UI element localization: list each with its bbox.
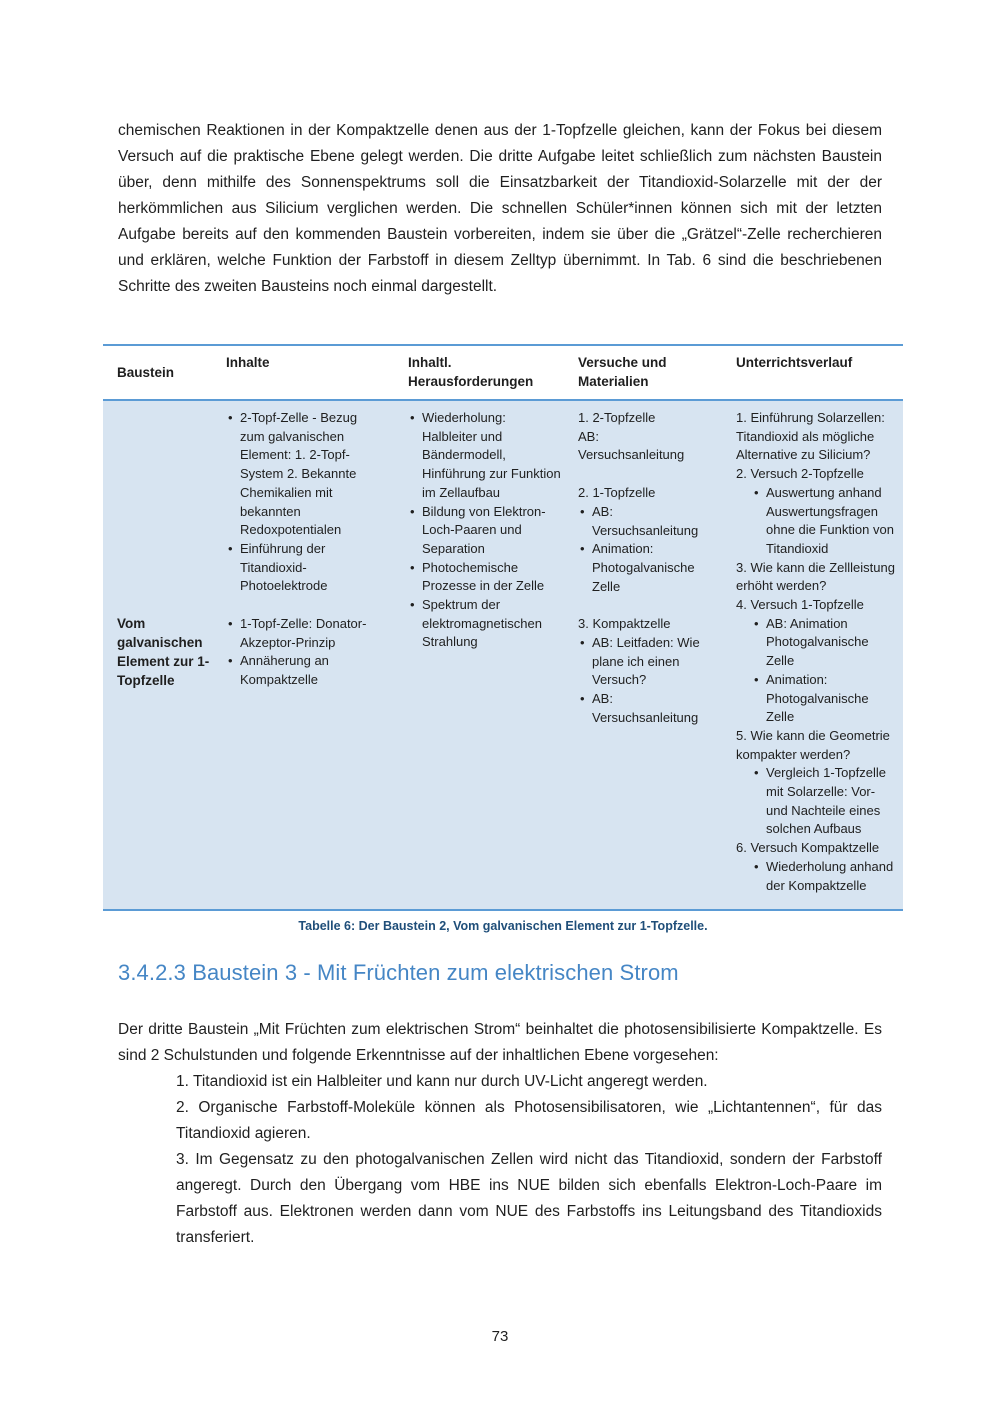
bullet-text: Wiederholung anhand der Kompaktzelle [766, 858, 894, 893]
bullet-text: Einführung der Titandioxid-Photoelektrode [240, 540, 328, 594]
bullet-text: Auswertung anhand Auswertungsfragen ohne die Funktion von Titandioxid [766, 484, 894, 556]
cell-bullet-item [408, 596, 564, 652]
cell-bullet-item [226, 409, 376, 540]
bullet-text: AB: Versuchsanleitung [592, 691, 699, 725]
cell-bullet-item [736, 764, 897, 839]
bullet-text: Bildung von Elektron-Loch-Paaren und Separation [422, 503, 546, 556]
table-header-herausforderungen: Inhaltl. Herausforderungen [408, 355, 534, 389]
cell-bullet-item [736, 671, 897, 727]
bullet-text: 2-Topf-Zelle - Bezug zum galvanischen Element: 1. 2-Topf-System 2. Bekannte Chemikalien mit bekannten Redoxpotentialen [240, 410, 358, 538]
bullet-text: AB: Animation Photogalvanische Zelle [766, 615, 869, 669]
bullet-text: Annäherung an Kompaktzelle [240, 653, 329, 688]
table-header-baustein: Baustein [117, 364, 175, 380]
cell-gap [226, 596, 376, 615]
bullet-icon: • [410, 410, 415, 425]
row-label: Vom galvanischen Element zur 1-Topfzelle [117, 616, 210, 689]
cell-bullet-item [226, 652, 376, 689]
bullet-text: Photochemische Prozesse in der Zelle [422, 559, 545, 594]
cell-gap [578, 596, 722, 615]
bullet-text: Spektrum der elektromagnetischen Strahlung [422, 597, 542, 650]
bullet-text: AB: Versuchsanleitung [592, 503, 699, 538]
cell-line: AB: [578, 428, 599, 444]
cell-bullet-item [408, 503, 564, 559]
numbered-list [118, 1069, 882, 1251]
cell-bullet-item [226, 615, 376, 652]
bullet-icon: • [754, 615, 759, 631]
bullet-icon: • [754, 484, 759, 500]
cell-bullet-item [578, 503, 722, 540]
cell-line: 1. 2-Topfzelle [578, 410, 656, 425]
bullet-icon: • [580, 541, 585, 557]
bullet-icon: • [228, 540, 233, 556]
bullet-icon: • [410, 559, 415, 575]
table-header-versuche: Versuche und Materialien [578, 355, 667, 389]
numbered-item: 3. Im Gegensatz zu den photogalvanischen Zellen wird nicht das Titandioxid, sondern der Farbstoff angeregt. Durch den Übergang vom HBE ins NUE bilden sich ebenfalls Elektron-Loch-Paare im Farbstoff aus. Elektronen werden dann vom NUE des Farbstoffs ins Leitungsband des Titandioxids transferiert. [176, 1151, 882, 1247]
section-heading: 3.4.2.3 Baustein 3 - Mit Früchten zum elektrischen Strom [118, 960, 679, 986]
bullet-icon: • [754, 858, 759, 874]
cell-line: 6. Versuch Kompaktzelle [736, 840, 880, 856]
bullet-icon: • [754, 671, 759, 687]
cell-gap [578, 465, 722, 484]
second-paragraph: Der dritte Baustein „Mit Früchten zum elektrischen Strom“ beinhaltet die photosensibilisierte Kompaktzelle. Es sind 2 Schulstunden und folgende Erkenntnisse auf der inhaltlichen Ebene vorgesehen: [118, 1021, 882, 1065]
table-cell-versuche [570, 401, 728, 909]
cell-line: 2. 1-Topfzelle [578, 485, 656, 501]
bullet-icon: • [580, 635, 585, 651]
cell-line: 1. Einführung Solarzellen: Titandioxid als mögliche Alternative zu Silicium? [736, 410, 885, 463]
cell-bullet-item [736, 615, 897, 671]
baustein-table [103, 344, 903, 911]
table-cell-inhalte [218, 401, 400, 909]
cell-line: 4. Versuch 1-Topfzelle [736, 597, 864, 613]
page-content [117, 118, 895, 1251]
bullet-text: Wiederholung: Halbleiter und Bändermodell, Hinführung zur Funktion im Zellaufbau [422, 410, 561, 500]
bullet-icon: • [410, 503, 415, 519]
cell-bullet-item [578, 540, 722, 596]
bullet-text: Animation: Photogalvanische Zelle [592, 541, 695, 594]
bullet-icon: • [754, 765, 759, 781]
cell-bullet-item [578, 690, 722, 727]
table-header-inhalte: Inhalte [226, 355, 270, 370]
cell-line: 3. Wie kann die Zellleistung erhöht werden? [736, 559, 895, 594]
table-cell-unterrichtsverlauf [728, 401, 903, 909]
bullet-text: 1-Topf-Zelle: Donator-Akzeptor-Prinzip [240, 616, 367, 650]
table-body-row [103, 401, 903, 911]
bullet-icon: • [228, 410, 233, 425]
bullet-text: AB: Leitfaden: Wie plane ich einen Versuch? [592, 635, 700, 688]
bullet-icon: • [228, 653, 233, 669]
cell-line: 5. Wie kann die Geometrie kompakter werden? [736, 727, 890, 762]
table-header-unterrichtsverlauf: Unterrichtsverlauf [736, 355, 853, 370]
cell-bullet-item [736, 858, 897, 895]
numbered-item: 2. Organische Farbstoff-Moleküle können als Photosensibilisatoren, wie „Lichtantennen“, für das Titandioxid agieren. [176, 1099, 882, 1143]
table-cell-baustein [103, 401, 218, 909]
cell-line: 3. Kompaktzelle [578, 616, 671, 632]
cell-bullet-item [736, 484, 897, 559]
bullet-icon: • [580, 691, 585, 707]
cell-bullet-item [408, 409, 564, 503]
cell-bullet-item [226, 540, 376, 596]
page-number: 73 [491, 1328, 509, 1345]
cell-line: Versuchsanleitung [578, 447, 685, 463]
bullet-text: Vergleich 1-Topfzelle mit Solarzelle: Vor- und Nachteile eines solchen Aufbaus [766, 765, 886, 837]
bullet-icon: • [228, 616, 233, 632]
table-cell-herausforderungen [400, 401, 570, 909]
cell-bullet-item [408, 559, 564, 596]
table-caption: Tabelle 6: Der Baustein 2, Vom galvanischen Element zur 1-Topfzelle. [298, 919, 708, 934]
intro-paragraph: chemischen Reaktionen in der Kompaktzelle denen aus der 1-Topfzelle gleichen, kann der Fokus bei diesem Versuch auf die praktische Ebene gelegt werden. Die dritte Aufgabe leitet schließlich zum nächsten Baustein über, denn mithilfe des Sonnenspektrums soll die Einsatzbarkeit der Titandioxid-Solarzelle mit der der herkömmlichen aus Silicium verglichen werden. Die schnellen Schüler*innen können sich mit der letzten Aufgabe bereits auf den kommenden Baustein vorbereiten, indem sie über die „Grätzel“-Zelle recherchieren und erklären, welche Funktion der Farbstoff in diesem Zelltyp übernimmt. In Tab. 6 sind die beschriebenen Schritte des zweiten Bausteins noch einmal dargestellt. [118, 122, 882, 295]
table-header-row [103, 344, 903, 401]
cell-line: 2. Versuch 2-Topfzelle [736, 466, 864, 482]
bullet-icon: • [410, 597, 415, 613]
numbered-item: 1. Titandioxid ist ein Halbleiter und kann nur durch UV-Licht angeregt werden. [176, 1073, 708, 1091]
bullet-icon: • [580, 503, 585, 519]
table-section [103, 344, 903, 935]
cell-bullet-item [578, 634, 722, 690]
bullet-text: Animation: Photogalvanische Zelle [766, 671, 869, 725]
